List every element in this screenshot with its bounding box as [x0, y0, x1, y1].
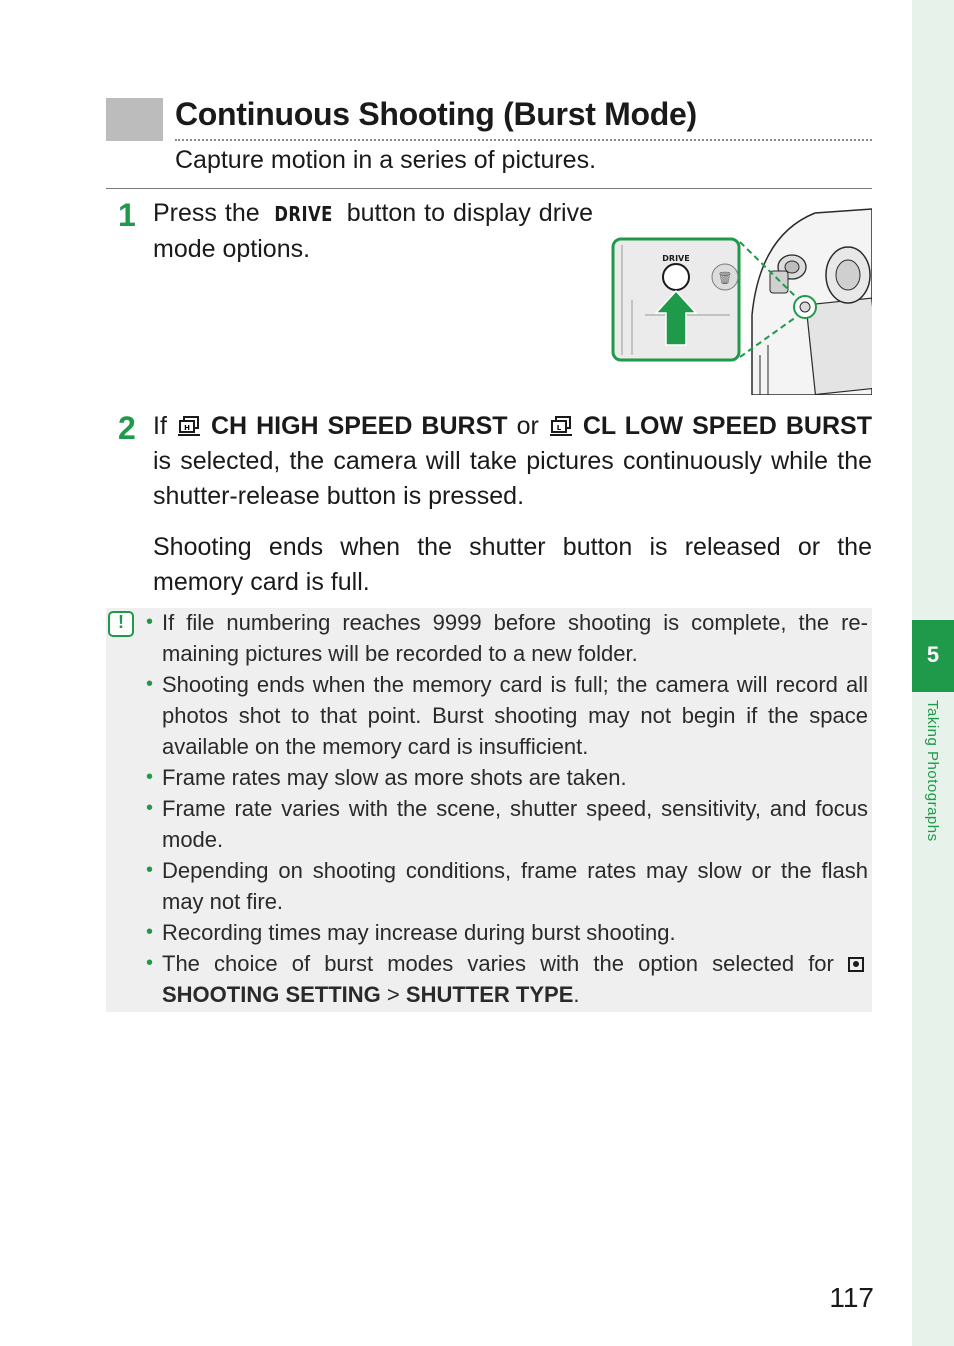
list-item: • The choice of burst modes varies with the option selected for SHOOTING SETTING > SHUTTER TYPE.: [145, 948, 868, 1010]
option-cl-low-speed-burst: CL LOW SPEED BURST: [582, 412, 872, 440]
list-item: • Depending on shooting conditions, frame rates may slow or the flash may not fire.: [145, 855, 868, 917]
list-item: • If file numbering reaches 9999 before shooting is complete, the remaining pictures will be recorded to a new folder.: [145, 607, 868, 669]
step-1-text: [153, 196, 593, 267]
bullet-icon: •: [146, 611, 154, 633]
chapter-tab: [912, 620, 954, 692]
svg-text:L: L: [556, 424, 562, 432]
list-item: • Frame rates may slow as more shots are taken.: [145, 762, 868, 793]
title-dotted-rule: [175, 139, 872, 141]
camera-body: [752, 209, 872, 395]
option-ch-high-speed-burst: CH HIGH SPEED BURST: [210, 412, 508, 440]
chapter-number: 5: [926, 642, 940, 667]
bullet-icon: •: [146, 921, 154, 943]
bullet-icon: •: [146, 859, 154, 881]
step-2-or: or: [516, 412, 539, 440]
chapter-label: Taking Photographs: [924, 700, 941, 842]
step-2-paragraph-2: Shooting ends when the shutter button is released or the memory card is full.: [153, 533, 872, 596]
inset-drive-label: DRIVE: [662, 254, 690, 263]
shooting-menu-icon: [848, 957, 864, 972]
step-1-text-before: Press the: [153, 199, 260, 227]
page-title: Continuous Shooting (Burst Mode): [175, 96, 697, 132]
list-item: • Recording times may increase during burst shooting.: [145, 917, 868, 948]
bullet-icon: •: [146, 673, 154, 695]
bullet-icon: •: [146, 766, 154, 788]
caution-icon: !: [108, 611, 134, 637]
step-2-if: If: [153, 412, 167, 440]
drive-button-inset: [613, 239, 739, 360]
svg-text:H: H: [184, 424, 190, 432]
burst-high-icon: [176, 415, 202, 437]
list-item: • Shooting ends when the memory card is full; the camera will record all photos shot to that point. Burst shooting may not begin if the space available on the memory card is insufficient.: [145, 669, 868, 762]
menu-shooting-setting: SHOOTING SETTING: [162, 982, 381, 1007]
menu-shutter-type: SHUTTER TYPE: [405, 982, 574, 1007]
step-2-rest: is selected, the camera will take pictures continuously while the shutter-release button is pressed.: [153, 447, 872, 510]
step-2-text: [153, 409, 872, 514]
list-item: • Frame rate varies with the scene, shutter speed, sensitivity, and focus mode.: [145, 793, 868, 855]
camera-drive-button-illustration: [610, 205, 872, 395]
note-list: [145, 607, 868, 1010]
section-rule: [106, 188, 872, 189]
title-marker: [106, 98, 163, 141]
bullet-icon: •: [146, 797, 154, 819]
step-1-text-after: button to display drive mode options.: [153, 199, 593, 263]
burst-low-icon: [548, 415, 574, 437]
menu-separator: >: [386, 982, 400, 1007]
drive-key-label: DRIVE: [274, 202, 333, 226]
page-number: 117: [829, 1282, 874, 1313]
bullet-icon: •: [146, 952, 154, 974]
step-2-number: 2: [118, 410, 136, 446]
step-1-number: 1: [118, 197, 136, 233]
svg-text:🗑: 🗑: [717, 271, 733, 285]
page-subtitle: Capture motion in a series of pictures.: [175, 146, 597, 174]
